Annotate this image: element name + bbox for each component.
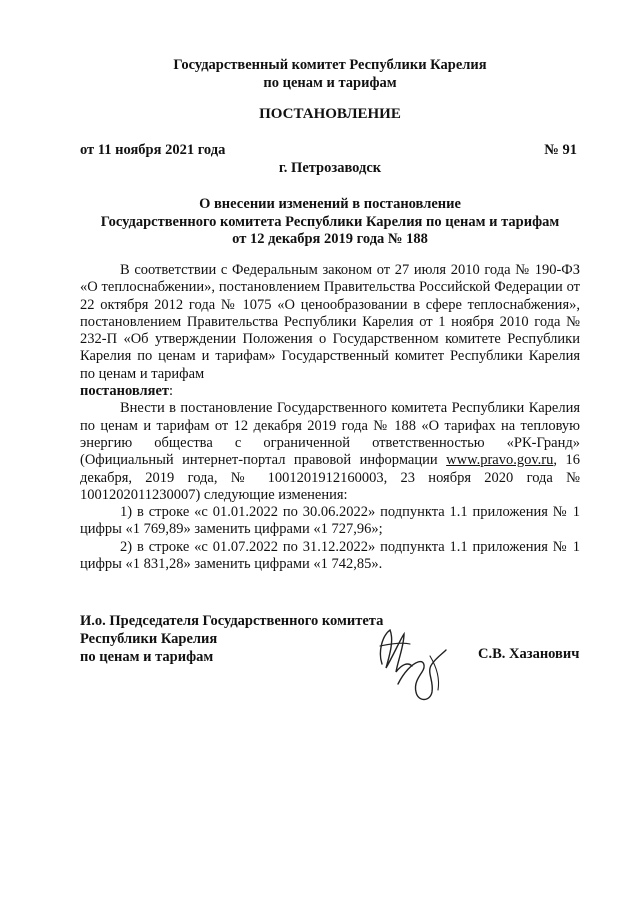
preamble-text: В соответствии с Федеральным законом от 27 июля 2010 года № 190-ФЗ «О теплоснабжении», постановлением Правительства Российской Федерации от 22 октября 2012 года № 1075 «О ценообразовании в сфере теплоснабжения», постановлением Правительства Республики Карелия от 1 ноября 2010 года № 232-П «Об утверждении Положения о Государственном комитете Республики Карелия по ценам и тарифам» Государственный комитет Республики Карелия по ценам и тарифам <box>80 262 580 382</box>
organization-line-2: по ценам и тарифам <box>263 75 397 91</box>
handwritten-signature <box>360 606 470 716</box>
signatory-name: С.В. Хазанович <box>478 646 580 662</box>
signatory-title-line-2: Республики Карелия <box>80 631 218 647</box>
amendment-item-1: 1) в строке «с 01.01.2022 по 30.06.2022» подпункта 1.1 приложения № 1 цифры «1 769,89» заменить цифрами «1 727,96»; <box>80 504 580 538</box>
resolves-keyword: постановляет <box>80 383 170 400</box>
amendment-text-after: , 16 декабря, 2019 года, № 1001201912160003, 23 ноября 2020 года № 1001202011230007) следующие изменения: <box>80 452 580 503</box>
signatory-title-line-1: И.о. Председателя Государственного комитета <box>80 613 384 629</box>
subject-line-2: Государственного комитета Республики Карелия по ценам и тарифам <box>100 213 560 230</box>
amendment-item-2: 2) в строке «с 01.07.2022 по 31.12.2022» подпункта 1.1 приложения № 1 цифры «1 831,28» заменить цифрами «1 742,85». <box>80 538 580 573</box>
document-type: ПОСТАНОВЛЕНИЕ <box>259 106 401 122</box>
signatory-title-line-3: по ценам и тарифам <box>80 649 214 665</box>
amendment-paragraph <box>80 400 580 504</box>
document-city: г. Петрозаводск <box>278 160 382 176</box>
organization-name <box>80 56 580 92</box>
resolves-colon: : <box>169 383 174 400</box>
subject-line-3: от 12 декабря 2019 года № 188 <box>232 231 428 247</box>
signatory-title <box>80 612 383 666</box>
document-number: № 91 <box>544 142 577 158</box>
amendment-text-before: Внести в постановление Государственного комитета Республики Карелия по ценам и тарифам от 12 декабря 2019 года № 188 «О тарифах на тепловую энергию общества с ограниченной ответственностью «РК-Гранд» (Официальный интернет-портал правовой информации <box>80 400 580 469</box>
document-body <box>80 262 580 573</box>
document-subject <box>80 196 580 249</box>
organization-line-1: Государственный комитет Республики Карелия <box>173 57 487 73</box>
preamble-paragraph <box>80 262 580 400</box>
document-date: от 11 ноября 2021 года <box>80 142 226 158</box>
pravo-gov-link[interactable]: www.pravo.gov.ru <box>446 452 554 469</box>
subject-line-1: О внесении изменений в постановление <box>199 196 461 212</box>
